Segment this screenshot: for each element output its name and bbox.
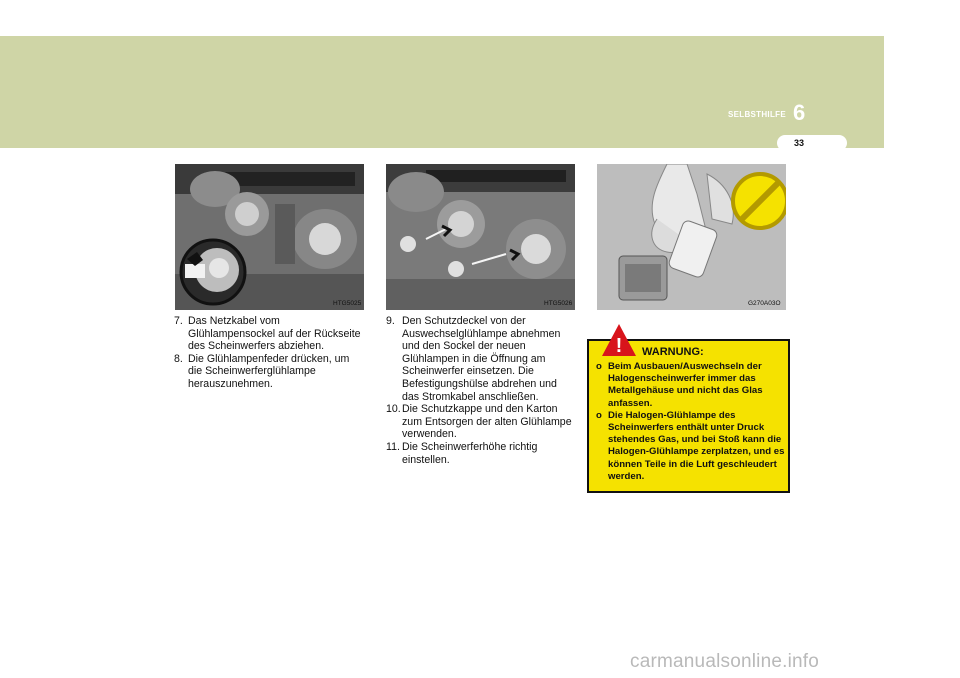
warning-list [596,361,786,483]
step-text: Die Glühlampenfeder drücken, um die Scheinwerferglühlampe herauszunehmen. [188,352,350,390]
step-text: Die Schutzkappe und den Karton zum Entsorgen der alten Glühlampe verwenden. [402,403,572,441]
photo-code-2: HTG5026 [544,300,573,307]
step-text: Das Netzkabel vom Glühlampensockel auf der Rückseite des Scheinwerfers abziehen. [188,315,361,353]
step-number: 10. [386,403,401,416]
warning-icon-symbol: ! [615,335,623,357]
warning-exclamation-icon [601,323,637,357]
step-number: 7. [174,315,183,327]
step-number: 11. [386,440,400,453]
photo-code-1: HTG5025 [333,300,362,307]
warning-item [596,410,786,483]
header-band [0,36,884,148]
step-item [386,315,574,403]
chapter-label: SELBSTHILFE [728,110,786,119]
warning-text: Die Halogen-Glühlampe des Scheinwerfers enthält unter Druck stehendes Gas, und bei Stoß kann die Halogen-Glühlampe zerplatzen, und es können Teile in die Luft geschleudert werden. [608,409,785,482]
hand-holding-bulb-prohibited-photo-icon [597,164,786,310]
warning-bullet: o [596,409,602,421]
page-number-tab [777,135,847,151]
warning-bullet: o [596,361,602,372]
steps-column-1 [174,315,364,391]
step-text: Die Scheinwerferhöhe richtig einstellen. [402,440,538,466]
step-item [174,353,364,391]
chapter-number: 6 [793,100,806,125]
headlamp-rear-connector-photo-icon [175,164,364,310]
footer-watermark: carmanualsonline.info [630,651,820,672]
step-number: 9. [386,315,395,327]
step-item [386,441,574,466]
photo-code-3: G270A03O [748,300,781,307]
photo-bulb-install [386,164,575,310]
warning-title: WARNUNG: [642,346,704,358]
step-number: 8. [174,352,183,365]
photo-bulb-handling [597,164,786,310]
photo-headlamp-connector [175,164,364,310]
step-item [386,403,574,441]
steps-column-2 [386,315,574,466]
step-text: Den Schutzdeckel von der Auswechselglühlampe abnehmen und den Sockel der neuen Glühlampen in die Öffnung am Scheinwerfer einsetzen. Die Befestigungshülse abdrehen und das Stromkabel anschließen. [402,315,561,403]
warning-item [596,361,786,410]
step-item [174,315,364,353]
warning-text: Beim Ausbauen/Auswechseln der Halogenscheinwerfer immer das Metallgehäuse und nicht das Glas anfassen. [608,361,763,409]
page-number: 33 [794,138,805,148]
headlamp-bulb-install-photo-icon [386,164,575,310]
